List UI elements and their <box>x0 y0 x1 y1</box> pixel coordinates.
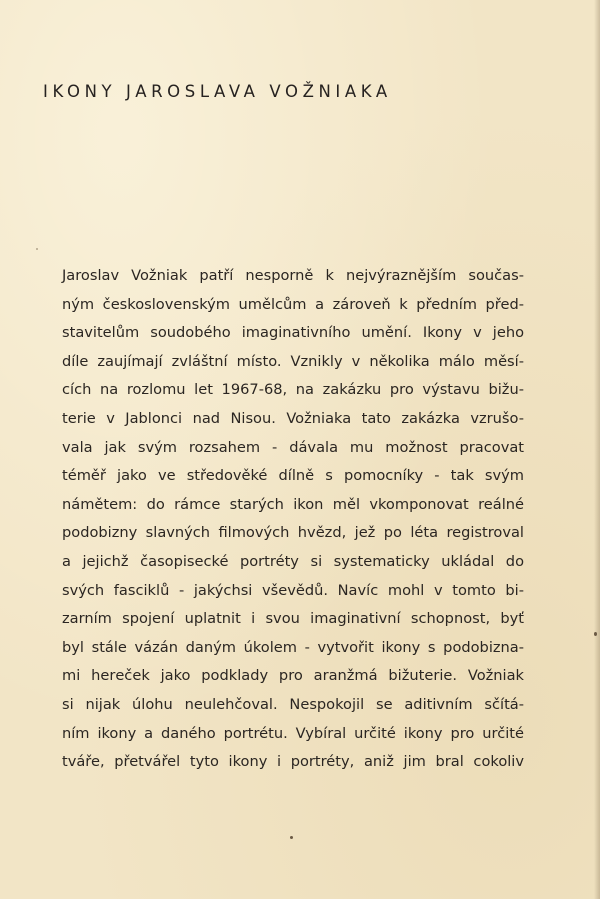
text-line-3: stavitelům soudobého imaginativního umění. Ikony v jeho <box>62 324 524 342</box>
text-line-14: byl stále vázán daným úkolem - vytvořit ikony s podobizna- <box>62 638 524 656</box>
page-edge-shadow <box>594 0 600 899</box>
text-line-4: díle zaujímají zvláštní místo. Vznikly v několika málo měsí- <box>62 352 524 370</box>
text-line-7: vala jak svým rozsahem - dávala mu možnost pracovat <box>62 438 524 456</box>
text-line-15: mi herеček jako podklady pro aranžmá bižuterie. Vožniak <box>62 667 524 685</box>
text-line-1: Jaroslav Vožniak patří nesporně k nejvýraznějším součas- <box>62 267 524 284</box>
text-line-16: si nijak úlohu neulehčoval. Nespokojil se aditivním sčítá- <box>62 695 524 713</box>
text-line-6: terie v Jablonci nad Nisou. Vožniaka tato zakázka vzrušo- <box>62 409 524 427</box>
text-line-10: podobizny slavných filmových hvězd, jež po léta registroval <box>62 524 524 542</box>
text-line-8: téměř jako ve středověké dílně s pomocníky - tak svým <box>62 467 524 485</box>
text-line-12: svých fasciklů - jakýchsi vševědů. Navíc mohl v tomto bi- <box>62 581 524 599</box>
document-title: IKONY JAROSLAVA VOŽNIAKA <box>43 82 392 101</box>
paper-speck <box>290 836 293 839</box>
text-line-5: cích na rozlomu let 1967-68, na zakázku pro výstavu bižu- <box>62 381 524 399</box>
text-line-2: ným československým umělcům a zároveň k předním před- <box>62 295 524 313</box>
text-line-17: ním ikony a daného portrétu. Vybíral určité ikony pro určité <box>62 724 524 742</box>
text-line-9: námětem: do rámce starých ikon měl vkomponovat reálné <box>62 495 524 513</box>
paper-speck <box>36 248 38 250</box>
body-paragraph <box>62 262 524 777</box>
text-line-11: a jejichž časopisecké portréty si systematicky ukládal do <box>62 552 524 570</box>
text-line-18: tváře, přetvářel tyto ikony i portréty, aniž jim bral cokoliv <box>62 753 524 771</box>
text-line-13: zarním spojení uplatnit i svou imaginativní schopnost, byť <box>62 610 524 628</box>
paper-speck <box>594 632 597 636</box>
